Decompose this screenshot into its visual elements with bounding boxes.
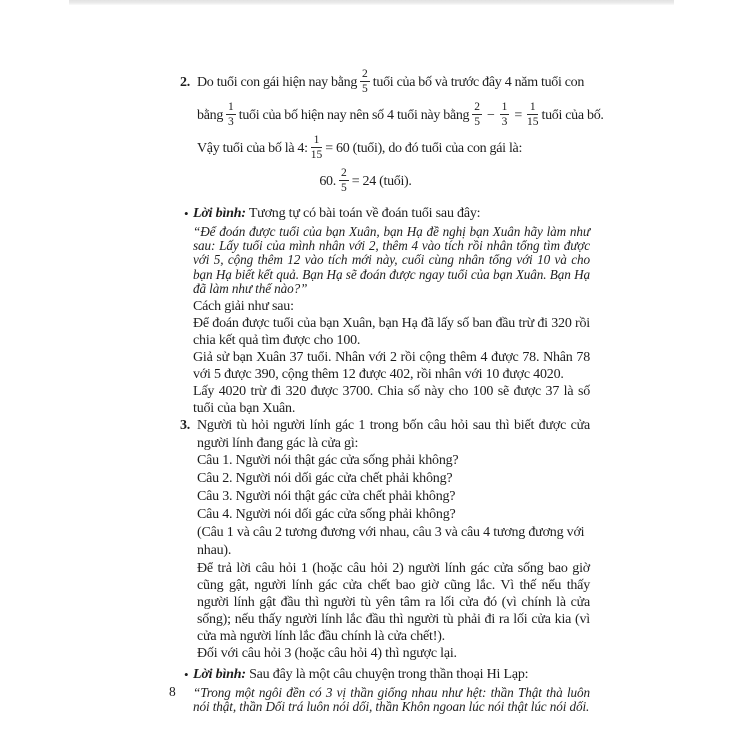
fraction-numerator: 2 bbox=[360, 68, 370, 82]
text-segment: tuổi của bố hiện nay nên số 4 tuổi này bằng bbox=[238, 108, 470, 123]
question-line: Câu 4. Người nói dối gác cửa sống phải không? bbox=[197, 507, 456, 523]
fraction bbox=[527, 101, 539, 128]
remark-label-line bbox=[193, 666, 590, 684]
fraction-denominator: 5 bbox=[474, 116, 481, 129]
fraction bbox=[472, 101, 482, 128]
math-line-1 bbox=[197, 66, 590, 99]
quoted-myth-story: “Trong một ngôi đền có 3 vị thần giống nhau như hệt: thần Thật thà luôn nói thật, thần Dối trá luôn nói dối, thần Khôn ngoan lúc nói thật lúc nói dối. bbox=[193, 684, 590, 714]
equivalence-note: (Câu 1 và câu 2 tương đương với nhau, câu 3 và câu 4 tương đương với nhau). bbox=[197, 525, 585, 559]
math-line-2 bbox=[197, 99, 604, 132]
fraction-denominator: 15 bbox=[310, 149, 323, 162]
solution-intro: Cách giải như sau: bbox=[193, 299, 294, 315]
problem-intro: Người tù hỏi người lính gác 1 trong bốn câu hỏi sau thì biết được cửa người lính đang gác là cửa gì: bbox=[197, 418, 590, 451]
remark-body bbox=[193, 666, 590, 714]
fraction-numerator: 2 bbox=[339, 167, 349, 181]
text-segment: = 24 (tuổi). bbox=[351, 174, 412, 189]
remark-intro: Tương tự có bài toán về đoán tuổi sau đây: bbox=[245, 206, 481, 221]
item-number: 2. bbox=[180, 75, 191, 90]
text-segment: tuổi của bố và trước đây 4 năm tuổi con bbox=[372, 75, 585, 90]
fraction-numerator: 2 bbox=[472, 101, 482, 115]
bullet-marker: • bbox=[184, 206, 189, 221]
solution-paragraph: Lấy 4020 trừ đi 320 được 3700. Chia số này cho 100 sẽ được 37 là số tuổi của bạn Xuân. bbox=[193, 384, 590, 417]
text-segment: tuổi của bố. bbox=[541, 108, 604, 123]
solution-paragraph: Để đoán được tuổi của bạn Xuân, bạn Hạ đã lấy số ban đầu trừ đi 320 rồi chia kết quả tìm được cho 100. bbox=[193, 316, 590, 349]
item-body bbox=[197, 417, 590, 663]
fraction bbox=[226, 101, 236, 128]
math-line-3 bbox=[197, 132, 590, 165]
item-body bbox=[197, 66, 604, 198]
solution-item-2 bbox=[180, 66, 604, 198]
solution-paragraph: Giả sử bạn Xuân 37 tuổi. Nhân với 2 rồi cộng thêm 4 được 78. Nhân 78 với 5 được 390, cộng thêm 12 được 402, rồi nhân với 10 được 4020. bbox=[193, 350, 590, 383]
text-segment: Do tuổi con gái hiện nay bằng bbox=[197, 75, 358, 90]
fraction-denominator: 3 bbox=[501, 116, 508, 129]
remark-1 bbox=[184, 205, 590, 417]
answer-reverse-note: Đối với câu hỏi 3 (hoặc câu hỏi 4) thì ngược lại. bbox=[197, 646, 457, 662]
fraction bbox=[311, 134, 323, 161]
minus-operator: − bbox=[487, 108, 495, 123]
solution-item-3 bbox=[180, 417, 590, 663]
math-line-4 bbox=[197, 165, 590, 198]
page-number: 8 bbox=[169, 684, 176, 699]
remark-label-line bbox=[193, 205, 590, 223]
fraction bbox=[360, 68, 370, 95]
fraction-denominator: 3 bbox=[228, 116, 234, 129]
text-segment: Vậy tuổi của bố là 4: bbox=[197, 141, 308, 156]
quoted-puzzle: “Để đoán được tuổi của bạn Xuân, bạn Hạ đề nghị bạn Xuân hãy làm như sau: Lấy tuổi của mình nhân với 2, thêm 4 vào tích rồi nhân tổng tìm được với 5, cộng thêm 12 vào tích mới này, cuối cùng nhân tổng với 10 và cho bạn Hạ biết kết quả. Bạn Hạ sẽ đoán được ngay tuổi của bạn Xuân. Bạn Hạ đã làm như thế nào?” bbox=[193, 224, 590, 296]
page-content bbox=[180, 66, 604, 714]
fraction bbox=[500, 101, 510, 128]
fraction-numerator: 1 bbox=[226, 101, 236, 115]
question-line: Câu 2. Người nói dối gác cửa chết phải không? bbox=[197, 471, 453, 487]
question-line: Câu 1. Người nói thật gác cửa sống phải không? bbox=[197, 453, 459, 469]
remark-intro: Sau đây là một câu chuyện trong thần thoại Hi Lạp: bbox=[245, 666, 529, 682]
fraction-denominator: 5 bbox=[362, 83, 368, 96]
question-line: Câu 3. Người nói thật gác cửa chết phải không? bbox=[197, 489, 456, 505]
remark-2 bbox=[184, 666, 590, 714]
fraction-denominator: 15 bbox=[526, 116, 539, 129]
remark-label: Lời bình: bbox=[193, 666, 246, 682]
text-segment: 60. bbox=[319, 174, 336, 189]
equals-operator: = bbox=[514, 108, 522, 123]
fraction-numerator: 1 bbox=[527, 101, 539, 115]
bullet-marker: • bbox=[184, 666, 189, 682]
text-segment: = 60 (tuổi), do đó tuổi của con gái là: bbox=[325, 141, 523, 156]
remark-label: Lời bình: bbox=[193, 206, 246, 221]
text-segment: bằng bbox=[197, 108, 224, 123]
answer-paragraph: Để trả lời câu hỏi 1 (hoặc câu hỏi 2) người lính gác cửa sống bao giờ cũng gật, người lính gác cửa chết bao giờ cũng lắc. Vì thế nếu thấy người lính gật đầu thì người tù yên tâm ra lối cửa đó (vì chính là cửa sống); nếu thấy người lính lắc đầu thì người tù phải đi ra lối cửa kia (vì cửa mà người lính lắc đầu chính là cửa chết!). bbox=[197, 561, 590, 645]
fraction-numerator: 1 bbox=[500, 101, 510, 115]
remark-body bbox=[193, 205, 590, 417]
fraction-denominator: 5 bbox=[340, 182, 347, 195]
fraction-numerator: 1 bbox=[311, 134, 323, 148]
page-top-edge-shadow bbox=[69, 0, 674, 5]
fraction bbox=[339, 167, 349, 194]
item-number: 3. bbox=[180, 418, 191, 434]
